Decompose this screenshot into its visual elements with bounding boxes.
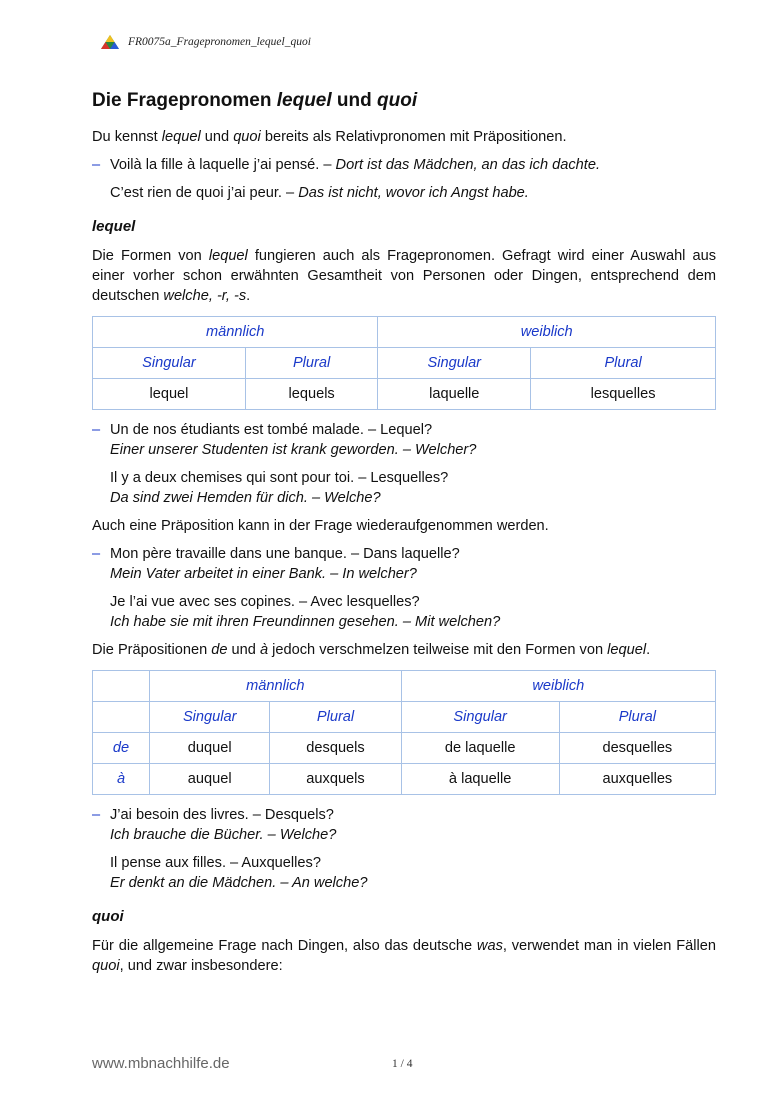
example-de: Einer unserer Studenten ist krank geworden. – Welcher? xyxy=(110,442,477,458)
example-block-lequel xyxy=(92,420,716,508)
empty-cell xyxy=(93,702,150,733)
form-cell: laquelle xyxy=(378,379,531,410)
form-cell: auquel xyxy=(150,764,270,795)
example-block-contraction xyxy=(92,805,716,893)
example-fr: Un de nos étudiants est tombé malade. – Lequel? xyxy=(110,422,433,438)
example-fr: Je l’ai vue avec ses copines. – Avec lesquelles? xyxy=(110,594,420,610)
number-header: Singular xyxy=(93,348,246,379)
example-de: Ich brauche die Bücher. – Welche? xyxy=(110,827,337,843)
example-fr: J’ai besoin des livres. – Desquels? xyxy=(110,807,334,823)
page-header xyxy=(100,34,311,50)
form-cell: desquelles xyxy=(559,733,715,764)
contracted-forms-table xyxy=(92,670,716,795)
group-header: weiblich xyxy=(401,671,715,702)
dash-bullet-icon: – xyxy=(92,807,101,823)
example-block-preposition xyxy=(92,544,716,632)
group-header: weiblich xyxy=(378,317,716,348)
example-de: Mein Vater arbeitet in einer Bank. – In welcher? xyxy=(110,566,417,582)
triangle-logo-icon xyxy=(100,34,120,50)
number-header: Plural xyxy=(559,702,715,733)
form-cell: lequel xyxy=(93,379,246,410)
section-heading-lequel: lequel xyxy=(92,218,136,235)
title-word-lequel: lequel xyxy=(276,90,332,111)
example-fr: Il pense aux filles. – Auxquelles? xyxy=(110,855,321,871)
number-header: Singular xyxy=(378,348,531,379)
quoi-paragraph: Für die allgemeine Frage nach Dingen, also das deutsche was, verwendet man in vielen Fällen quoi, und zwar insbesondere: xyxy=(92,938,716,974)
preposition-paragraph: Auch eine Präposition kann in der Frage wiederaufgenommen werden. xyxy=(92,518,549,534)
dash-bullet-icon: – xyxy=(92,422,101,438)
group-header: männlich xyxy=(93,317,378,348)
page-title: Die Fragepronomen lequel und quoi xyxy=(92,90,418,111)
table-row xyxy=(93,733,716,764)
dash-bullet-icon: – xyxy=(92,546,101,562)
form-cell: à laquelle xyxy=(401,764,559,795)
number-header: Plural xyxy=(245,348,377,379)
form-cell: duquel xyxy=(150,733,270,764)
group-header: männlich xyxy=(150,671,402,702)
contraction-paragraph: Die Präpositionen de und à jedoch verschmelzen teilweise mit den Formen von lequel. xyxy=(92,642,651,658)
table-row xyxy=(93,764,716,795)
page-number: 1 / 4 xyxy=(392,1058,413,1070)
preposition-cell: de xyxy=(93,733,150,764)
example-de: Ich habe sie mit ihren Freundinnen gesehen. – Mit welchen? xyxy=(110,614,501,630)
example-de: Er denkt an die Mädchen. – An welche? xyxy=(110,875,368,891)
form-cell: desquels xyxy=(270,733,401,764)
main-content xyxy=(92,88,716,984)
dash-bullet-icon: – xyxy=(92,157,101,173)
number-header: Plural xyxy=(270,702,401,733)
intro-paragraph: Du kennst lequel und quoi bereits als Relativpronomen mit Präpositionen. xyxy=(92,129,567,145)
example-fr: Mon père travaille dans une banque. – Dans laquelle? xyxy=(110,546,460,562)
lequel-forms-table xyxy=(92,316,716,410)
number-header: Plural xyxy=(531,348,716,379)
document-id: FR0075a_Fragepronomen_lequel_quoi xyxy=(128,36,311,48)
example-de: Da sind zwei Hemden für dich. – Welche? xyxy=(110,490,381,506)
example-block-relative xyxy=(92,155,716,203)
form-cell: de laquelle xyxy=(401,733,559,764)
preposition-cell: à xyxy=(93,764,150,795)
title-word-quoi: quoi xyxy=(377,90,418,111)
form-cell: lequels xyxy=(245,379,377,410)
table-row xyxy=(93,379,716,410)
number-header: Singular xyxy=(401,702,559,733)
footer-website: www.mbnachhilfe.de xyxy=(92,1055,230,1072)
form-cell: lesquelles xyxy=(531,379,716,410)
form-cell: auxquelles xyxy=(559,764,715,795)
empty-cell xyxy=(93,671,150,702)
lequel-paragraph: Die Formen von lequel fungieren auch als Fragepronomen. Gefragt wird einer Auswahl aus einer vorher schon erwähnten Gesamtheit von Personen oder Dingen, entsprechend dem deutschen welche, -r, -s. xyxy=(92,248,716,304)
example-line: Voilà la fille à laquelle j’ai pensé. – Dort ist das Mädchen, an das ich dachte. xyxy=(110,157,601,173)
number-header: Singular xyxy=(150,702,270,733)
section-heading-quoi: quoi xyxy=(92,908,124,925)
example-line: C’est rien de quoi j’ai peur. – Das ist nicht, wovor ich Angst habe. xyxy=(110,185,529,201)
form-cell: auxquels xyxy=(270,764,401,795)
example-fr: Il y a deux chemises qui sont pour toi. – Lesquelles? xyxy=(110,470,449,486)
